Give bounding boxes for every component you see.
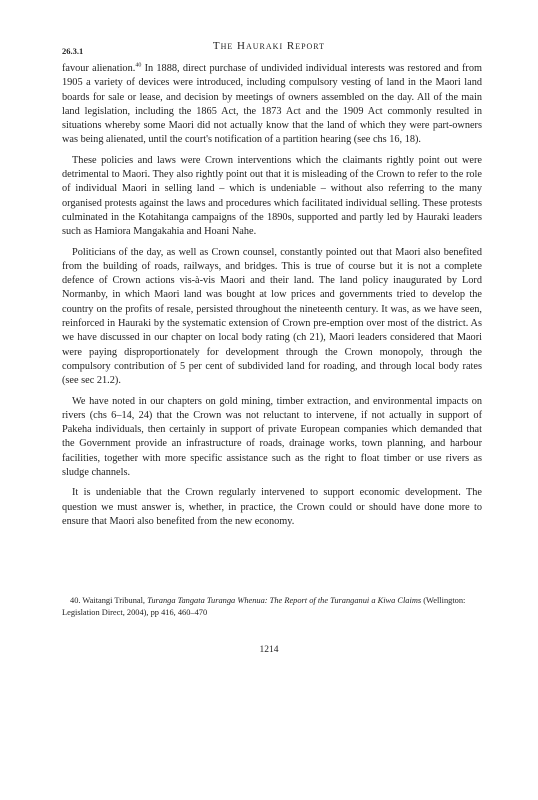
paragraph-1-rest: In 1888, direct purchase of undivided individual interests was restored and from 1905 a variety of devices were introduced, including compulsory vesting of land in the Maori land boards for sale or lease, and decision by meetings of owners assembled on the day. All of the main land legislation, including the 1865 Act, the 1873 Act and the 1909 Act commonly resulted in situations whereby some Maori did not actually know that the land of which they were part-owners was being alienated, until the court's notification of a partition hearing (see chs 16, 18). [62, 63, 483, 146]
paragraph-1-start: favour alienation. [62, 63, 136, 74]
paragraph-3: Politicians of the day, as well as Crown counsel, constantly pointed out that Maori also benefited from the building of roads, railways, and bridges. This is true of course but it is not a complete defence of Crown actions vis-à-vis Maori and their land. The land policy inaugurated by Lord Normanby, in which Maori land was bought at low prices and governments tried to develop the country on the profits of resale, persisted throughout the nineteenth century. It was, as we have seen, reinforced in Hauraki by the systematic extension of Crown pre-emption over most of the district. As we have discussed in our chapter on local body rating (ch 21), Maori leaders considered that Maori were paying disproportionately for development through the Crown monopoly, through the compulsory contribution of 5 per cent of subdivided land for roading, and through local body rates (see sec 21.2). [62, 246, 482, 387]
footnote-label: 40. [70, 596, 81, 605]
section-number: 26.3.1 [62, 46, 84, 56]
footnote-author: Waitangi Tribunal, [82, 596, 146, 605]
footnote-details: (Wellington: Legislation Direct, 2004), pp 416, 460–470 [62, 596, 466, 617]
paragraph-1 [62, 62, 482, 148]
paragraph-2: These policies and laws were Crown interventions which the claimants rightly point out were detrimental to Maori. They also rightly point out that it is misleading of the Crown to refer to the role of individual Maori in selling land – which is undeniable – without also referring to the many organised protests against the laws and procedures which facilitated individual selling. These protests culminated in the Kotahitanga campaigns of the 1890s, supported and partly led by Hauraki leaders such as Hamiora Mangakahia and Hoani Nahe. [62, 154, 482, 238]
footnote-title: Turanga Tangata Turanga Whenua: The Report of the Turanganui a Kiwa Claims [147, 596, 422, 605]
body-text [62, 62, 482, 535]
running-title: The Hauraki Report [212, 40, 326, 52]
footnote-reference: 40 [135, 62, 142, 69]
page-number: 1214 [259, 645, 279, 655]
footnote [62, 595, 482, 618]
paragraph-5: It is undeniable that the Crown regularly intervened to support economic development. The question we must answer is, whether, in practice, the Crown could or should have done more to ensure that Maori also benefited from the new economy. [62, 487, 482, 527]
paragraph-4: We have noted in our chapters on gold mining, timber extraction, and environmental impacts on rivers (chs 6–14, 24) that the Crown was not reluctant to intervene, if not actually in support of Pakeha individuals, then certainly in support of private European companies which demanded that the Government provide an infrastructure of roads, drainage works, town planning, and harbour facilities, together with more specific assistance such as the right to float timber or use rivers as sludge channels. [62, 395, 482, 479]
